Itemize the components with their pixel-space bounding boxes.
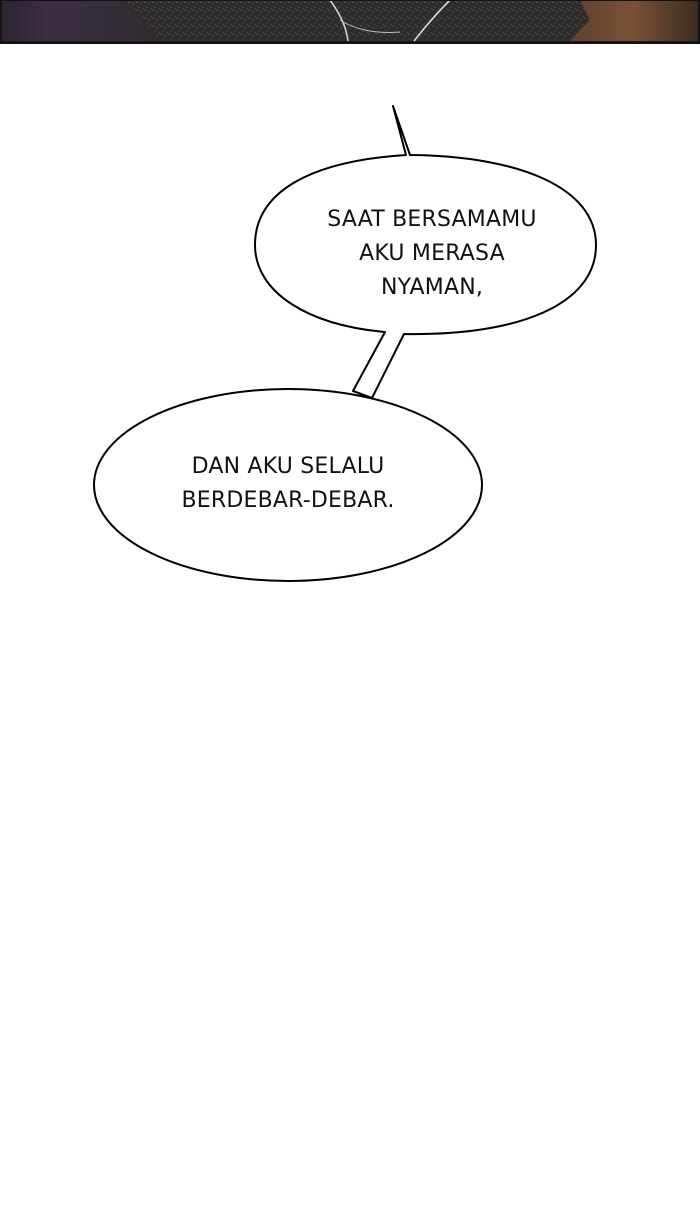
speech-bubble-top-text — [300, 203, 564, 305]
speech-line: AKU MERASA — [359, 241, 505, 266]
speech-line: BERDEBAR-DEBAR. — [181, 488, 395, 513]
speech-bubble-bottom-text — [150, 450, 426, 518]
speech-line: NYAMAN, — [380, 275, 484, 300]
speech-line: DAN AKU SELALU — [191, 454, 385, 479]
blank-panel-space — [0, 600, 700, 1220]
speech-line: SAAT BERSAMAMU — [327, 207, 537, 232]
